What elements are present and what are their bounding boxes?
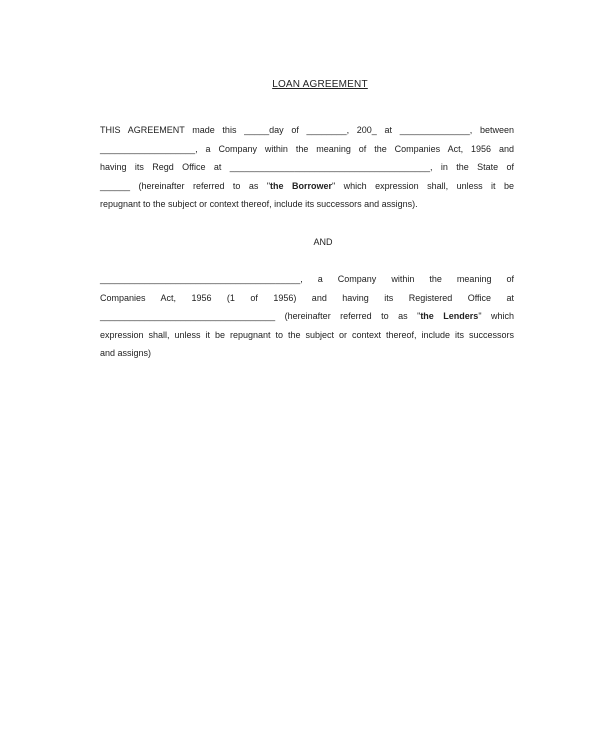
- paragraph-line: [100, 307, 514, 326]
- paragraph-line: repugnant to the subject or context thereof, include its successors and assigns).: [100, 199, 418, 209]
- paragraph-line: Companies Act, 1956 (1 of 1956) and having its Registered Office at: [100, 292, 514, 303]
- paragraph-line: and assigns): [100, 348, 152, 358]
- paragraph-text: ___________________________________ (hereinafter referred to as ": [100, 311, 421, 321]
- paragraph-line: having its Regd Office at ________________________________________, in the State of: [100, 162, 514, 172]
- paragraph-line: ___________________, a Company within the meaning of the Companies Act, 1956 and: [100, 143, 514, 154]
- paragraph-borrower: [100, 121, 514, 214]
- paragraph-text: " which expression shall, unless it be: [332, 180, 514, 191]
- paragraph-line: THIS AGREEMENT made this _____day of ________, 200_ at ______________, between: [100, 125, 514, 135]
- paragraph-line: ________________________________________, a Company within the meaning of: [100, 274, 514, 284]
- borrower-term: the Borrower: [270, 180, 333, 191]
- paragraph-line: expression shall, unless it be repugnant to the subject or context thereof, include its successors: [100, 329, 514, 340]
- lenders-term: the Lenders: [420, 311, 479, 321]
- document-title: LOAN AGREEMENT: [272, 79, 368, 90]
- paragraph-lenders: [100, 270, 514, 363]
- and-separator: AND: [313, 237, 333, 247]
- paragraph-text: ______ (hereinafter referred to as ": [100, 180, 271, 191]
- paragraph-text: " which: [478, 311, 514, 321]
- paragraph-line: [100, 177, 514, 196]
